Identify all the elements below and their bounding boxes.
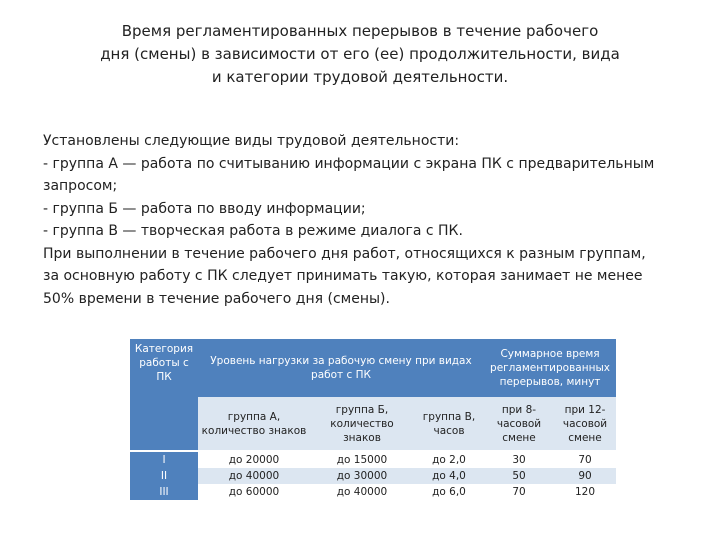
row-shift-12: 70 — [554, 451, 616, 468]
table-row — [130, 468, 616, 484]
subheader-group-b: группа Б, количество знаков — [310, 397, 414, 451]
body-line: - группа А — работа по считыванию информации с экрана ПК с предварительным — [43, 155, 655, 172]
header-category — [130, 339, 198, 451]
header-total-label: Суммарное время регламентированных перерывов, минут — [490, 348, 610, 388]
table-row — [130, 451, 616, 468]
header-category-label: Категория работы с ПК — [134, 343, 194, 383]
row-group-a: до 40000 — [198, 468, 310, 484]
title-line-2: дня (смены) в зависимости от его (ее) продолжительности, вида — [100, 45, 620, 63]
row-shift-12: 120 — [554, 484, 616, 500]
title-line-3: и категории трудовой деятельности. — [211, 68, 509, 86]
title-line-1: Время регламентированных перерывов в течение рабочего — [121, 22, 599, 40]
row-group-v: до 2,0 — [414, 451, 484, 468]
row-category: III — [130, 484, 198, 500]
row-group-v: до 6,0 — [414, 484, 484, 500]
body-line: - группа В — творческая работа в режиме диалога с ПК. — [43, 223, 463, 239]
header-load-label: Уровень нагрузки за рабочую смену при видах работ с ПК — [210, 355, 472, 381]
body-text — [43, 130, 683, 310]
header-load — [198, 339, 484, 397]
body-line: запросом; — [43, 178, 118, 194]
row-group-v: до 4,0 — [414, 468, 484, 484]
slide-title — [60, 20, 660, 89]
row-category: II — [130, 468, 198, 484]
breaks-table — [130, 339, 616, 500]
body-line: При выполнении в течение рабочего дня работ, относящихся к разным группам, — [43, 245, 646, 262]
row-group-b: до 40000 — [310, 484, 414, 500]
row-group-a: до 20000 — [198, 451, 310, 468]
row-group-b: до 15000 — [310, 451, 414, 468]
table-row — [130, 484, 616, 500]
row-group-a: до 60000 — [198, 484, 310, 500]
subheader-shift-8: при 8-часовой смене — [484, 397, 554, 451]
row-shift-8: 50 — [484, 468, 554, 484]
header-total — [484, 339, 616, 397]
row-shift-12: 90 — [554, 468, 616, 484]
body-line: - группа Б — работа по вводу информации; — [43, 200, 366, 217]
subheader-shift-12: при 12-часовой смене — [554, 397, 616, 451]
body-line: 50% времени в течение рабочего дня (смены). — [43, 290, 390, 307]
subheader-group-a: группа А, количество знаков — [198, 397, 310, 451]
row-category: I — [130, 451, 198, 468]
body-line: Установлены следующие виды трудовой деятельности: — [43, 133, 460, 149]
body-line: за основную работу с ПК следует принимать такую, которая занимает не менее — [43, 268, 643, 284]
row-group-b: до 30000 — [310, 468, 414, 484]
row-shift-8: 70 — [484, 484, 554, 500]
subheader-group-v: группа В, часов — [414, 397, 484, 451]
row-shift-8: 30 — [484, 451, 554, 468]
